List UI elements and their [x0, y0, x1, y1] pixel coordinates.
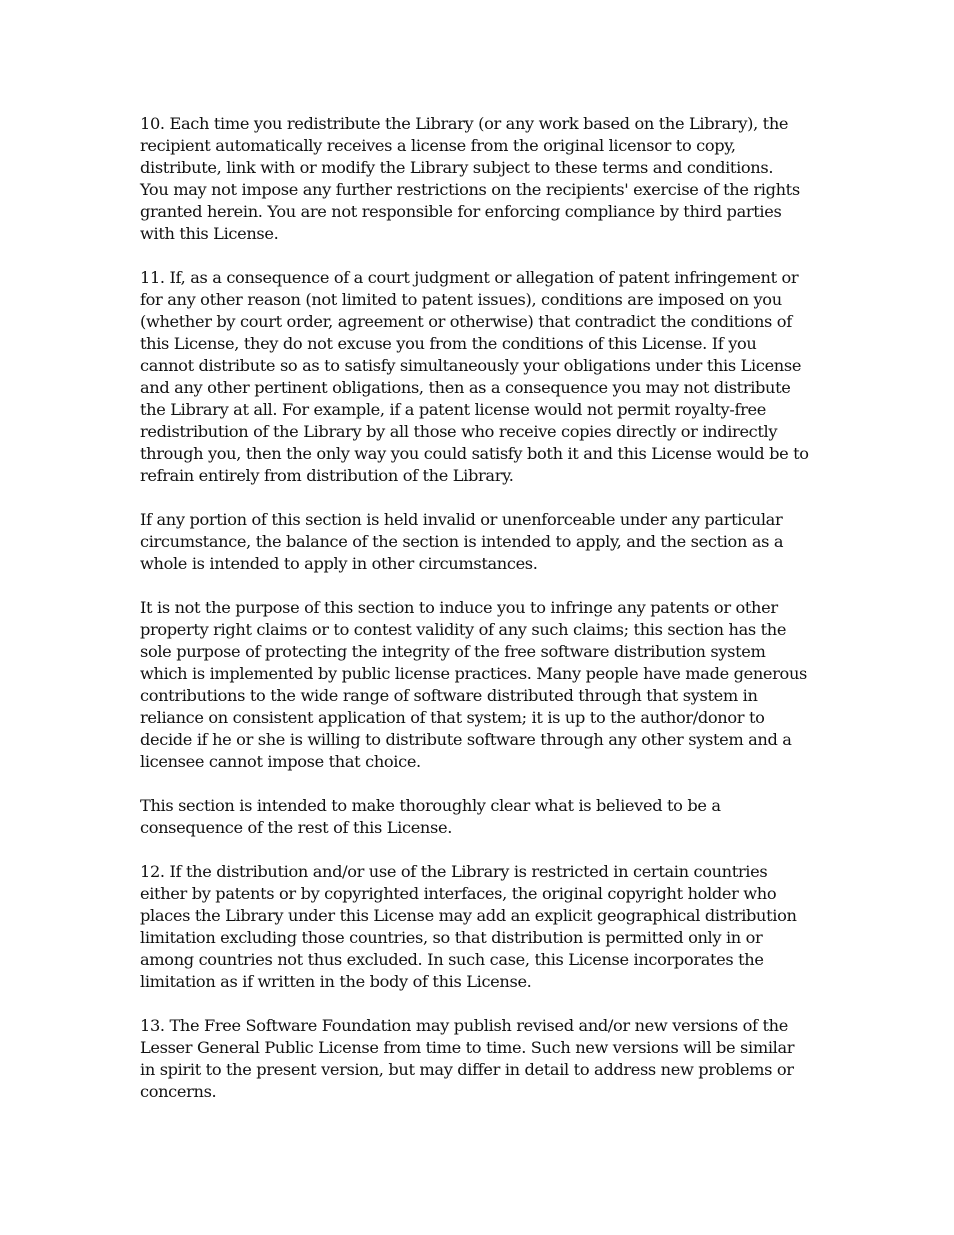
text-line: with this License.: [140, 224, 279, 243]
text-line: reliance on consistent application of that system; it is up to the author/donor to: [140, 708, 765, 727]
text-line: 10. Each time you redistribute the Library (or any work based on the Library), the: [140, 114, 789, 133]
paragraph-section-12: [140, 861, 820, 993]
text-line: If any portion of this section is held invalid or unenforceable under any particular: [140, 510, 783, 529]
text-line: decide if he or she is willing to distribute software through any other system and a: [140, 730, 792, 749]
text-line: the Library at all. For example, if a patent license would not permit royalty-free: [140, 400, 766, 419]
text-line: 11. If, as a consequence of a court judgment or allegation of patent infringement or: [140, 268, 799, 287]
text-line: It is not the purpose of this section to induce you to infringe any patents or other: [140, 598, 778, 617]
text-line: Lesser General Public License from time to time. Such new versions will be similar: [140, 1038, 795, 1057]
text-line: sole purpose of protecting the integrity of the free software distribution system: [140, 642, 766, 661]
paragraph-section-11-invalid-portion: [140, 509, 820, 575]
paragraph-section-13: [140, 1015, 820, 1103]
text-line: cannot distribute so as to satisfy simultaneously your obligations under this License: [140, 356, 802, 375]
text-line: limitation excluding those countries, so that distribution is permitted only in or: [140, 928, 763, 947]
text-line: among countries not thus excluded. In such case, this License incorporates the: [140, 950, 764, 969]
text-line: recipient automatically receives a license from the original licensor to copy,: [140, 136, 736, 155]
text-line: This section is intended to make thoroughly clear what is believed to be a: [140, 796, 721, 815]
text-line: 13. The Free Software Foundation may publish revised and/or new versions of the: [140, 1016, 788, 1035]
text-line: granted herein. You are not responsible for enforcing compliance by third parties: [140, 202, 782, 221]
paragraph-section-10: [140, 113, 820, 245]
text-line: through you, then the only way you could satisfy both it and this License would be to: [140, 444, 809, 463]
text-line: redistribution of the Library by all those who receive copies directly or indirectly: [140, 422, 778, 441]
text-line: concerns.: [140, 1082, 217, 1101]
paragraph-section-11-purpose: [140, 597, 820, 773]
text-line: this License, they do not excuse you from the conditions of this License. If you: [140, 334, 757, 353]
text-line: places the Library under this License may add an explicit geographical distribution: [140, 906, 797, 925]
text-line: for any other reason (not limited to patent issues), conditions are imposed on you: [140, 290, 782, 309]
text-line: You may not impose any further restrictions on the recipients' exercise of the rights: [140, 180, 800, 199]
text-line: licensee cannot impose that choice.: [140, 752, 421, 771]
text-line: contributions to the wide range of software distributed through that system in: [140, 686, 758, 705]
text-line: consequence of the rest of this License.: [140, 818, 452, 837]
text-line: which is implemented by public license practices. Many people have made generous: [140, 664, 807, 683]
text-line: 12. If the distribution and/or use of the Library is restricted in certain countries: [140, 862, 768, 881]
document-body: [140, 113, 820, 1125]
text-line: (whether by court order, agreement or otherwise) that contradict the conditions of: [140, 312, 792, 331]
text-line: distribute, link with or modify the Library subject to these terms and conditions.: [140, 158, 774, 177]
text-line: limitation as if written in the body of this License.: [140, 972, 532, 991]
paragraph-section-11-clarification: [140, 795, 820, 839]
text-line: in spirit to the present version, but may differ in detail to address new problems or: [140, 1060, 794, 1079]
text-line: refrain entirely from distribution of the Library.: [140, 466, 514, 485]
text-line: property right claims or to contest validity of any such claims; this section has the: [140, 620, 787, 639]
text-line: either by patents or by copyrighted interfaces, the original copyright holder who: [140, 884, 777, 903]
text-line: whole is intended to apply in other circumstances.: [140, 554, 538, 573]
paragraph-section-11: [140, 267, 820, 487]
text-line: circumstance, the balance of the section is intended to apply, and the section as a: [140, 532, 784, 551]
text-line: and any other pertinent obligations, then as a consequence you may not distribute: [140, 378, 791, 397]
